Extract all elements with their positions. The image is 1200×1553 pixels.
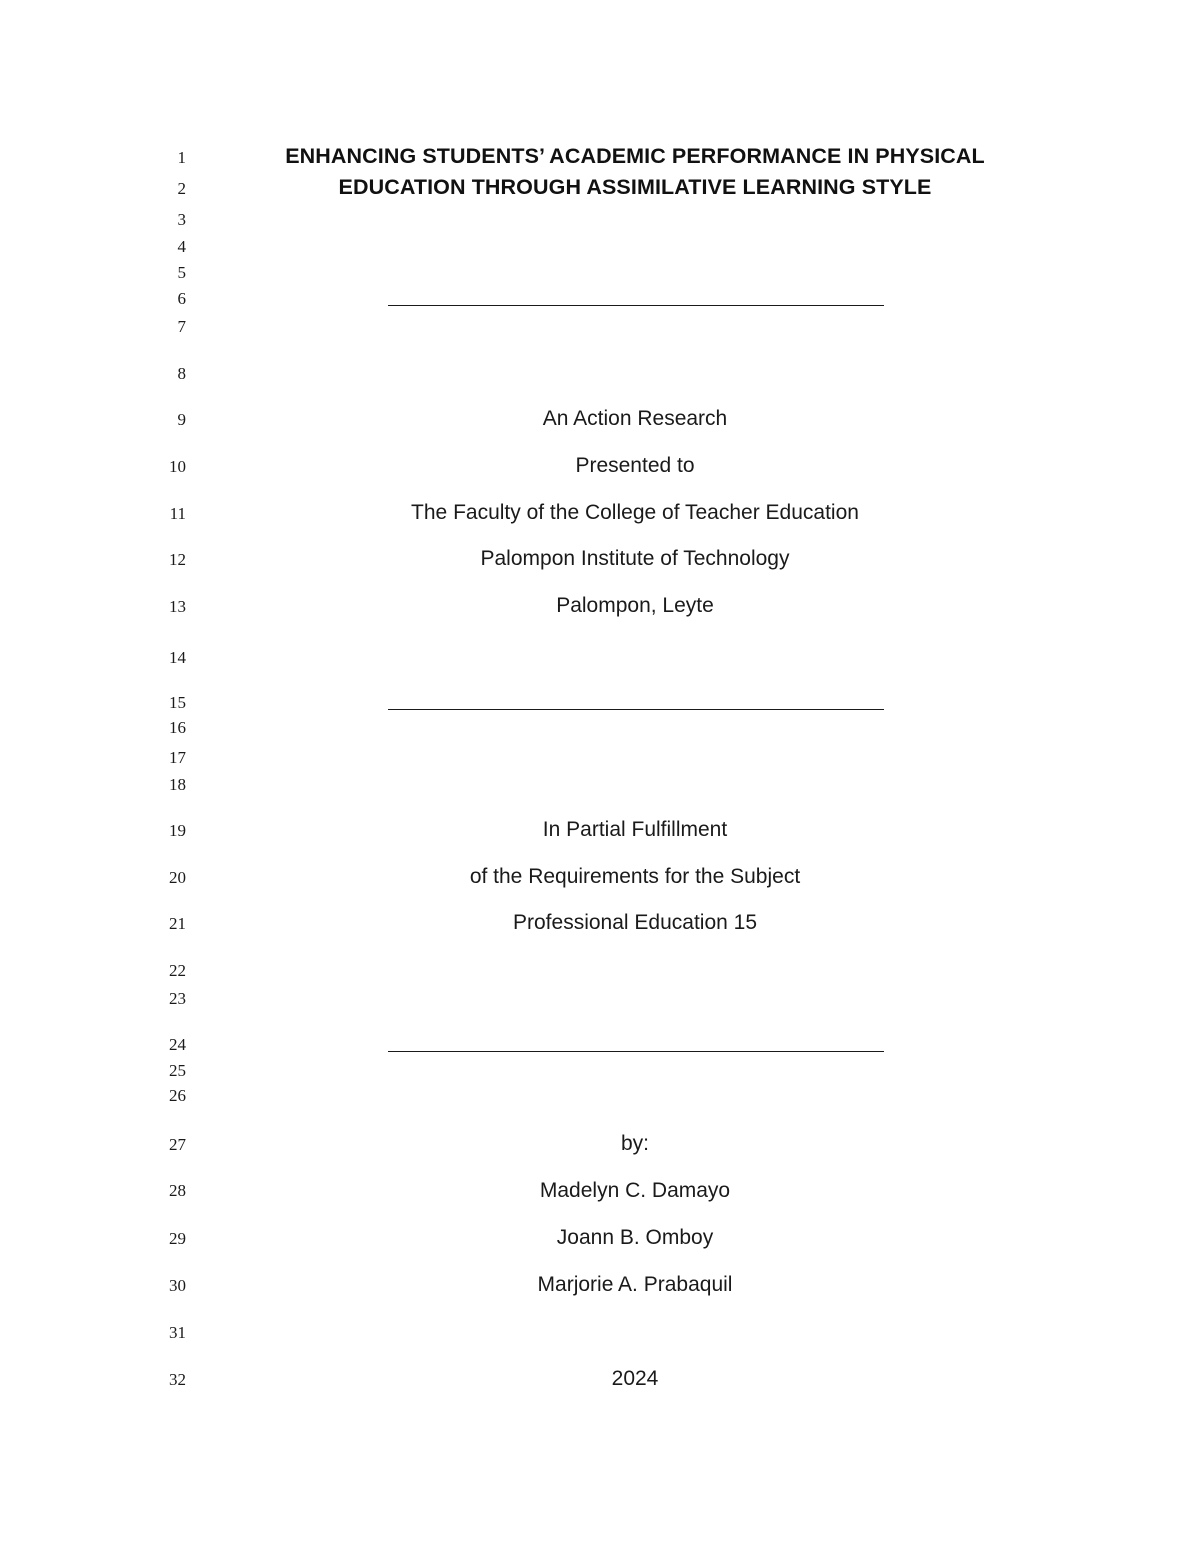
line-number: 20	[169, 868, 186, 887]
line-number: 6	[177, 289, 186, 308]
author-name: Marjorie A. Prabaquil	[537, 1273, 733, 1296]
line-number: 29	[169, 1229, 186, 1248]
line-number: 22	[169, 961, 186, 980]
title-line-2: EDUCATION THROUGH ASSIMILATIVE LEARNING STYLE	[338, 175, 932, 199]
line-number: 16	[169, 718, 186, 737]
line-number: 1	[177, 148, 186, 167]
year: 2024	[611, 1367, 659, 1390]
by-label: by:	[620, 1132, 649, 1155]
author-name: Madelyn C. Damayo	[539, 1179, 731, 1202]
line-number: 24	[169, 1035, 186, 1054]
line-number: 12	[169, 550, 186, 569]
separator-rule	[388, 1051, 884, 1052]
presented-to: Presented to	[575, 454, 695, 477]
separator-rule	[388, 305, 884, 306]
line-number: 14	[169, 648, 186, 667]
line-number: 31	[169, 1323, 186, 1342]
line-number: 18	[169, 775, 186, 794]
line-number: 5	[177, 263, 186, 282]
document-type: An Action Research	[542, 407, 728, 430]
fulfillment-line-1: In Partial Fulfillment	[542, 818, 728, 841]
line-number: 19	[169, 821, 186, 840]
line-number: 11	[169, 504, 186, 523]
line-number: 7	[177, 317, 186, 336]
line-number: 3	[177, 210, 186, 229]
line-number: 8	[177, 364, 186, 383]
line-number: 9	[177, 410, 186, 429]
institution: Palompon Institute of Technology	[480, 547, 790, 570]
fulfillment-line-2: of the Requirements for the Subject	[469, 865, 801, 888]
line-number: 4	[177, 237, 186, 256]
title-line-1: ENHANCING STUDENTS’ ACADEMIC PERFORMANCE IN PHYSICAL	[285, 144, 985, 168]
line-number: 28	[169, 1181, 186, 1200]
faculty: The Faculty of the College of Teacher Education	[411, 501, 859, 524]
line-number: 10	[169, 457, 186, 476]
line-number: 2	[177, 179, 186, 198]
line-number: 21	[169, 914, 186, 933]
line-number: 17	[169, 748, 186, 767]
location: Palompon, Leyte	[556, 594, 714, 617]
subject: Professional Education 15	[513, 911, 757, 934]
line-number: 30	[169, 1276, 186, 1295]
line-number: 15	[169, 693, 186, 712]
line-number: 27	[169, 1135, 186, 1154]
line-number: 32	[169, 1370, 186, 1389]
separator-rule	[388, 709, 884, 710]
line-number: 26	[169, 1086, 186, 1105]
line-number: 23	[169, 989, 186, 1008]
author-name: Joann B. Omboy	[556, 1226, 714, 1249]
line-number: 25	[169, 1061, 186, 1080]
line-number: 13	[169, 597, 186, 616]
